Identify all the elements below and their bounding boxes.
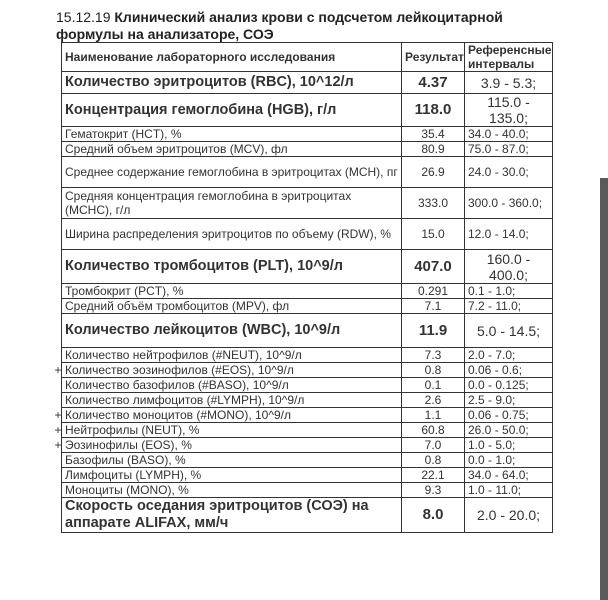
table-row [62,94,553,127]
test-name-text: Скорость оседания эритроцитов (СОЭ) на аппарате ALIFAX, мм/ч [65,498,369,531]
table-row [62,438,553,453]
reference-interval: 12.0 - 14.0; [465,219,553,250]
test-name-text: Эозинофилы (EOS), % [65,438,192,452]
test-result: 22.1 [402,468,465,483]
test-name-text: Количество лейкоцитов (WBC), 10^9/л [65,322,341,338]
test-result: 0.1 [402,378,465,393]
column-header-reference: Референсные интервалы [465,43,553,72]
test-name [62,299,402,314]
table-row [62,219,553,250]
test-result: 35.4 [402,127,465,142]
test-name [62,188,402,219]
test-name [62,393,402,408]
test-result: 8.0 [402,498,465,533]
table-row [62,72,553,94]
table-row [62,157,553,188]
test-name-text: Нейтрофилы (NEUT), % [65,423,200,437]
test-name-text: Лимфоциты (LYMPH), % [65,468,202,482]
test-name-text: Концентрация гемоглобина (HGB), г/л [65,101,337,118]
test-name-text: Тромбокрит (PCT), % [65,284,184,298]
test-name-text: Гематокрит (HCT), % [65,127,182,141]
reference-interval: 0.1 - 1.0; [465,284,553,299]
test-name-text: Ширина распределения эритроцитов по объему (RDW), % [65,227,391,241]
report-title [56,9,556,43]
table-row [62,393,553,408]
test-result: 0.8 [402,363,465,378]
table-row [62,314,553,348]
results-table [54,42,553,533]
test-result: 118.0 [402,94,465,127]
reference-interval: 0.0 - 0.125; [465,378,553,393]
test-name [62,498,402,533]
table-row [62,378,553,393]
test-result: 7.3 [402,348,465,363]
test-result: 2.6 [402,393,465,408]
test-result: 9.3 [402,483,465,498]
reference-interval: 3.9 - 5.3; [465,72,553,94]
test-name [62,378,402,393]
test-name [62,483,402,498]
table-row [62,188,553,219]
test-name-text: Количество нейтрофилов (#NEUT), 10^9/л [65,348,302,362]
test-name [54,438,402,453]
test-result: 0.8 [402,453,465,468]
table-row [62,250,553,284]
test-result: 407.0 [402,250,465,284]
table-row [62,408,553,423]
test-name [62,453,402,468]
test-name-text: Количество эритроцитов (RBC), 10^12/л [65,74,354,90]
test-name-text: Базофилы (BASO), % [65,453,186,467]
reference-interval: 1.0 - 11.0; [465,483,553,498]
reference-interval: 1.0 - 5.0; [465,438,553,453]
reference-interval: 160.0 - 400.0; [465,250,553,284]
test-name-text: Средняя концентрация гемоглобина в эритроцитах (MCHC), г/л [65,189,352,217]
table-row [62,284,553,299]
abnormal-mark: + [54,438,62,452]
reference-interval: 2.0 - 20.0; [465,498,553,533]
report-heading: Клинический анализ крови с подсчетом лейкоцитарной формулы на анализаторе, СОЭ [56,9,503,42]
table-row [62,483,553,498]
table-row [62,299,553,314]
test-result: 1.1 [402,408,465,423]
reference-interval: 75.0 - 87.0; [465,142,553,157]
reference-interval: 7.2 - 11.0; [465,299,553,314]
test-result: 80.9 [402,142,465,157]
reference-interval: 34.0 - 64.0; [465,468,553,483]
test-name-text: Средний объём тромбоцитов (MPV), фл [65,299,290,313]
reference-interval: 115.0 - 135.0; [465,94,553,127]
table-row [62,498,553,533]
test-name [54,363,402,378]
reference-interval: 34.0 - 40.0; [465,127,553,142]
test-name [62,94,402,127]
table-row [62,423,553,438]
test-name [62,250,402,284]
test-result: 11.9 [402,314,465,348]
test-result: 333.0 [402,188,465,219]
table-row [62,127,553,142]
test-name [62,72,402,94]
test-name [62,468,402,483]
test-name-text: Количество моноцитов (#MONO), 10^9/л [65,408,291,422]
table-row [62,453,553,468]
reference-interval: 2.0 - 7.0; [465,348,553,363]
test-name [62,348,402,363]
reference-interval: 0.06 - 0.75; [465,408,553,423]
column-header-name: Наименование лабораторного исследования [62,43,402,72]
test-name-text: Средний объем эритроцитов (MCV), фл [65,142,288,156]
table-row [62,348,553,363]
test-result: 15.0 [402,219,465,250]
test-result: 26.9 [402,157,465,188]
test-name-text: Моноциты (MONO), % [65,483,189,497]
test-name-text: Количество базофилов (#BASO), 10^9/л [65,378,289,392]
test-name-text: Среднее содержание гемоглобина в эритроцитах (MCH), пг [65,165,398,179]
reference-interval: 5.0 - 14.5; [465,314,553,348]
test-result: 7.0 [402,438,465,453]
table-row [62,142,553,157]
table-header-row [62,43,553,72]
table-row [62,468,553,483]
test-name [62,157,402,188]
table-row [62,363,553,378]
test-name-text: Количество тромбоцитов (PLT), 10^9/л [65,258,343,274]
test-name [54,423,402,438]
reference-interval: 26.0 - 50.0; [465,423,553,438]
reference-interval: 0.0 - 1.0; [465,453,553,468]
reference-interval: 24.0 - 30.0; [465,157,553,188]
abnormal-mark: + [54,363,62,377]
abnormal-mark: + [54,408,62,422]
test-result: 7.1 [402,299,465,314]
test-result: 4.37 [402,72,465,94]
test-name [54,408,402,423]
reference-interval: 300.0 - 360.0; [465,188,553,219]
test-name [62,284,402,299]
test-name [62,219,402,250]
test-name [62,314,402,348]
test-result: 60.8 [402,423,465,438]
abnormal-mark: + [54,423,62,437]
scrollbar[interactable] [600,178,608,600]
reference-interval: 0.06 - 0.6; [465,363,553,378]
test-name-text: Количество лимфоцитов (#LYMPH), 10^9/л [65,393,305,407]
test-name-text: Количество эозинофилов (#EOS), 10^9/л [65,363,294,377]
report-date: 15.12.19 [56,9,111,25]
test-name [62,127,402,142]
test-name [62,142,402,157]
column-header-result: Результат [402,43,465,72]
test-result: 0.291 [402,284,465,299]
reference-interval: 2.5 - 9.0; [465,393,553,408]
